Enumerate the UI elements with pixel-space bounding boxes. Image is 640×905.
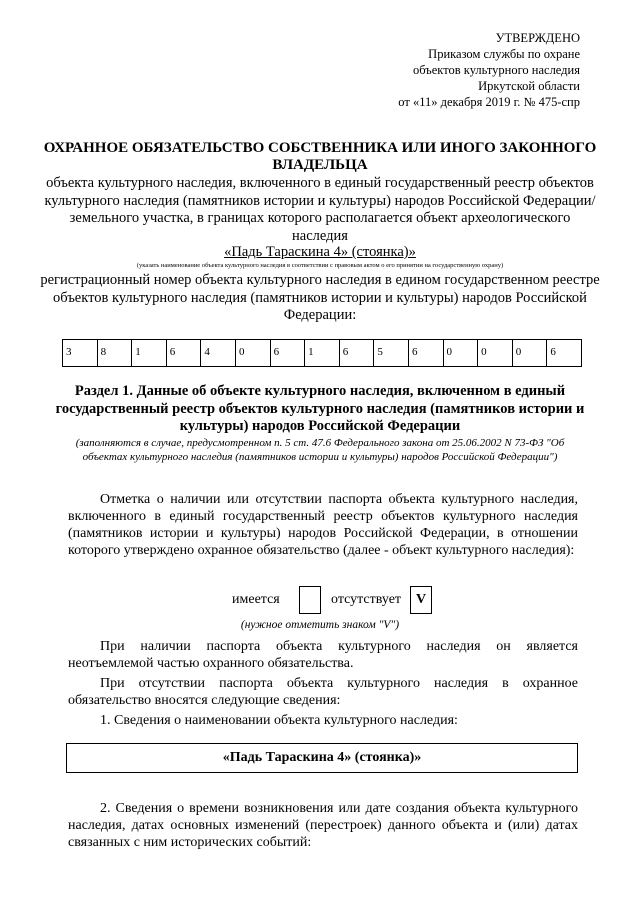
registration-digit: 0 [478, 340, 513, 366]
absent-label: отсутствует [331, 592, 402, 607]
registration-digit: 8 [98, 340, 133, 366]
approval-line: от «11» декабря 2019 г. № 475-спр [398, 95, 580, 109]
registration-digit: 3 [63, 340, 98, 366]
approval-line: УТВЕРЖДЕНО [495, 31, 580, 45]
approval-line: объектов культурного наследия [413, 63, 580, 77]
present-label: имеется [232, 592, 280, 607]
item-1-label: 1. Сведения о наименовании объекта культурного наследия: [100, 713, 458, 728]
object-name: «Падь Тараскина 4» (стоянка)» [224, 244, 416, 260]
absent-checkbox[interactable]: V [410, 586, 432, 614]
document-subtitle: объекта культурного наследия, включенного в единый государственный реестр объектов культурного наследия (памятников истории и культуры) народов Российской Федерации/земельного участка, в границах которого располагается объект археологического наследия [44, 175, 596, 244]
registration-digit: 0 [444, 340, 479, 366]
registration-text: регистрационный номер объекта культурного наследия в едином государственном реестре объектов культурного наследия (памятников истории и культуры) народов Российской Федерации: [40, 272, 600, 323]
approval-stamp [398, 30, 580, 110]
registration-digit: 4 [201, 340, 236, 366]
approval-line: Приказом службы по охране [428, 47, 580, 61]
approval-line: Иркутской области [478, 79, 580, 93]
registration-digit: 0 [236, 340, 271, 366]
registration-digit: 6 [409, 340, 444, 366]
passport-mark-row [0, 586, 640, 616]
section-1-note: (заполняются в случае, предусмотренном п. 5 ст. 47.6 Федерального закона от 25.06.2002 N 73-ФЗ "Об объектах культурного наследия (памятников истории и культуры) народов Российской Федерации") [75, 437, 565, 463]
paragraph-present: При наличии паспорта объекта культурного наследия он является неотъемлемой частью охранного обязательства. [68, 639, 578, 671]
registration-digit: 1 [132, 340, 167, 366]
registration-digit: 1 [305, 340, 340, 366]
object-name-hint: (указать наименование объекта культурного наследия в соответствии с правовым актом о его принятии на государственную охрану) [136, 262, 504, 269]
document-title: ОХРАННОЕ ОБЯЗАТЕЛЬСТВО СОБСТВЕННИКА ИЛИ ИНОГО ЗАКОННОГО ВЛАДЕЛЬЦА [43, 140, 597, 173]
object-name-heading [40, 244, 600, 261]
registration-digit: 6 [167, 340, 202, 366]
registration-digit: 5 [374, 340, 409, 366]
mark-note: (нужное отметить знаком "V") [240, 619, 400, 631]
object-name-box: «Падь Тараскина 4» (стоянка)» [66, 743, 578, 773]
registration-number-grid [62, 339, 582, 367]
registration-digit: 0 [513, 340, 548, 366]
registration-digit: 6 [340, 340, 375, 366]
item-2-label: 2. Сведения о времени возникновения или дате создания объекта культурного наследия, датах основных изменений (перестроек) данного объекта и (или) датах связанных с ним исторических событий: [68, 801, 578, 850]
present-checkbox[interactable] [299, 586, 321, 614]
paragraph-absent: При отсутствии паспорта объекта культурного наследия в охранное обязательство вносятся следующие сведения: [68, 676, 578, 708]
registration-digit: 6 [550, 346, 556, 358]
registration-digit: 6 [271, 340, 306, 366]
section-1-title: Раздел 1. Данные об объекте культурного наследия, включенном в единый государственный реестр объектов культурного наследия (памятников истории и культуры) народов Российской Федерации [55, 383, 585, 434]
passport-paragraph: Отметка о наличии или отсутствии паспорта объекта культурного наследия, включенного в единый государственный реестр объектов культурного наследия (памятников истории и культуры) народов Российской Федерации, в отношении которого утверждено охранное обязательство (далее - объект культурного наследия): [68, 492, 578, 558]
